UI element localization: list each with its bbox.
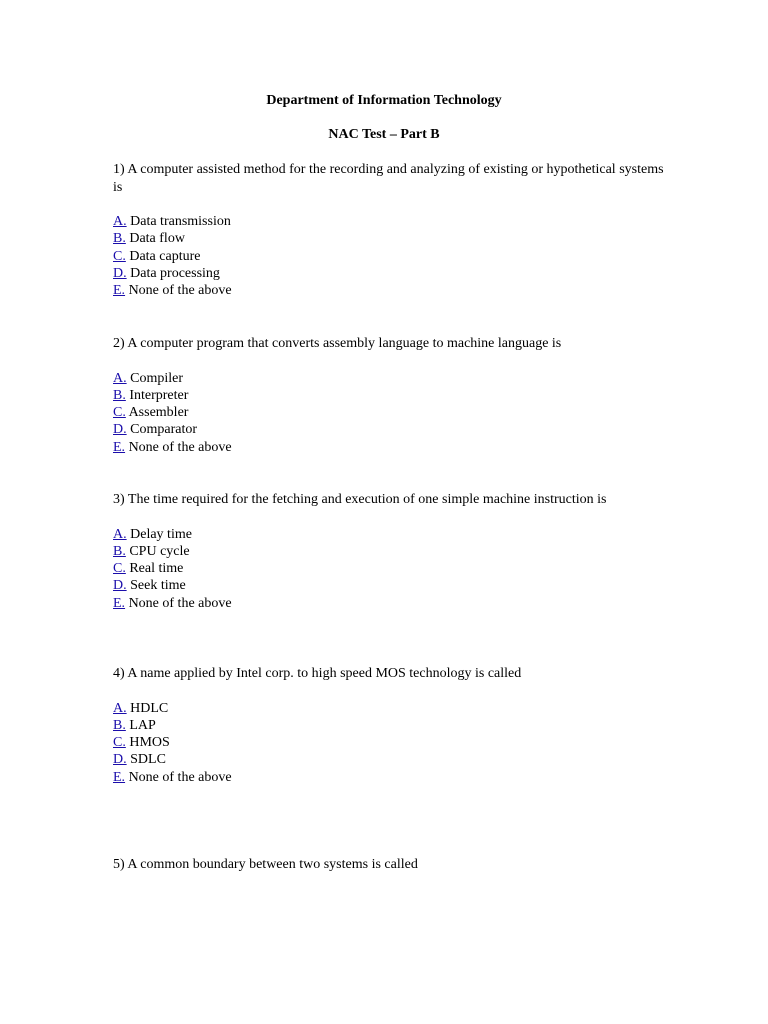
- option-link[interactable]: C.: [113, 248, 126, 264]
- option-link[interactable]: D.: [113, 422, 127, 438]
- option-text: None of the above: [125, 595, 232, 611]
- question-text: 3) The time required for the fetching and execution of one simple machine instruction is: [113, 492, 607, 507]
- option-link[interactable]: D.: [113, 752, 127, 768]
- question-text: 2) A computer program that converts assembly language to machine language is: [113, 336, 562, 351]
- option-e: [113, 595, 673, 612]
- option-link[interactable]: E.: [113, 283, 126, 299]
- option-text: None of the above: [125, 439, 232, 455]
- option-b: [113, 387, 673, 404]
- option-a: [113, 526, 673, 543]
- option-text: Compiler: [126, 370, 184, 386]
- option-link[interactable]: C.: [113, 561, 126, 577]
- option-c: [113, 734, 673, 751]
- option-link[interactable]: A.: [113, 700, 127, 716]
- option-text: Data flow: [125, 231, 185, 247]
- option-c: [113, 248, 673, 265]
- options-list: [113, 700, 673, 786]
- options-list: [113, 213, 673, 299]
- option-link[interactable]: E.: [113, 769, 126, 785]
- option-text: Assembler: [125, 405, 189, 421]
- option-text: Delay time: [126, 526, 192, 542]
- option-link[interactable]: D.: [113, 578, 127, 594]
- question-3: [113, 491, 673, 612]
- option-text: Data capture: [125, 248, 201, 264]
- option-d: [113, 421, 673, 438]
- options-list: [113, 526, 673, 612]
- question-text: 1) A computer assisted method for the recording and analyzing of existing or hypothetical systems is: [113, 162, 664, 195]
- option-a: [113, 370, 673, 387]
- question-text: 5) A common boundary between two systems is called: [113, 857, 418, 872]
- option-link[interactable]: B.: [113, 387, 126, 403]
- option-b: [113, 230, 673, 247]
- option-text: HDLC: [126, 700, 169, 716]
- option-d: [113, 577, 673, 594]
- option-c: [113, 404, 673, 421]
- option-d: [113, 751, 673, 768]
- option-text: Real time: [125, 561, 184, 577]
- option-c: [113, 560, 673, 577]
- option-text: CPU cycle: [125, 543, 190, 559]
- option-link[interactable]: A.: [113, 526, 127, 542]
- option-text: Seek time: [126, 578, 186, 594]
- option-a: [113, 213, 673, 230]
- option-text: HMOS: [125, 735, 170, 751]
- option-text: None of the above: [125, 769, 232, 785]
- option-e: [113, 769, 673, 786]
- option-e: [113, 439, 673, 456]
- option-d: [113, 265, 673, 282]
- question-4: [113, 665, 673, 786]
- option-link[interactable]: A.: [113, 370, 127, 386]
- option-b: [113, 543, 673, 560]
- question-5: [113, 856, 673, 874]
- option-text: Data processing: [126, 265, 220, 281]
- option-b: [113, 717, 673, 734]
- option-e: [113, 282, 673, 299]
- option-text: Comparator: [126, 422, 197, 438]
- option-link[interactable]: B.: [113, 543, 126, 559]
- option-text: LAP: [125, 717, 156, 733]
- question-2: [113, 335, 673, 456]
- option-link[interactable]: C.: [113, 405, 126, 421]
- option-link[interactable]: B.: [113, 231, 126, 247]
- option-text: Interpreter: [125, 387, 189, 403]
- test-title: NAC Test – Part B: [328, 127, 440, 142]
- options-list: [113, 370, 673, 456]
- option-link[interactable]: E.: [113, 595, 126, 611]
- option-text: Data transmission: [126, 214, 231, 229]
- question-text: 4) A name applied by Intel corp. to high speed MOS technology is called: [113, 666, 522, 681]
- question-1: [113, 161, 673, 299]
- option-link[interactable]: E.: [113, 439, 126, 455]
- option-link[interactable]: C.: [113, 735, 126, 751]
- option-link[interactable]: D.: [113, 265, 127, 281]
- option-a: [113, 700, 673, 717]
- option-link[interactable]: B.: [113, 717, 126, 733]
- option-text: None of the above: [125, 283, 232, 299]
- department-heading: Department of Information Technology: [266, 93, 502, 108]
- option-link[interactable]: A.: [113, 214, 127, 229]
- option-text: SDLC: [126, 752, 166, 768]
